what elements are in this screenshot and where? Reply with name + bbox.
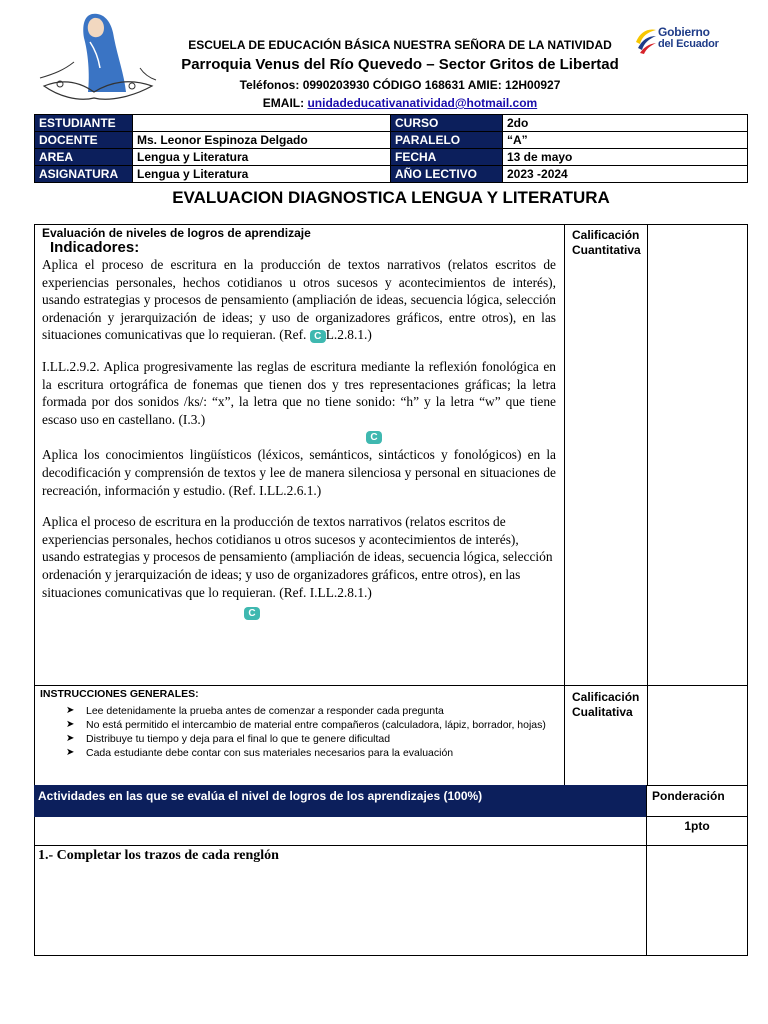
email-label: EMAIL: bbox=[262, 96, 308, 110]
school-name: ESCUELA DE EDUCACIÓN BÁSICA NUESTRA SEÑORA DE LA NATIVIDAD bbox=[188, 38, 612, 52]
indicator-paragraph-2: I.LL.2.9.2. Aplica progresivamente las reglas de escritura mediante la reflexión fonológica en la escritura ortográfica de fonemas que tienen dos y tres representaciones gráficas; la letra formada por dos sonidos /ks/: “x”, la letra que no tiene sonido: “h” y la letra “w” que tiene escaso uso en castellano. (I.3.) bbox=[42, 358, 556, 427]
instruction-text: No está permitido el intercambio de material entre compañeros (calculadora, lápiz, borrador, hojas) bbox=[86, 719, 546, 731]
arrow-bullet-icon: ➤ bbox=[66, 719, 75, 730]
info-value: 2023 -2024 bbox=[503, 166, 748, 183]
instruction-text: Distribuye tu tiempo y deja para el final lo que te genere dificultad bbox=[86, 733, 391, 745]
list-item bbox=[40, 718, 558, 732]
indicator-1-text: Aplica el proceso de escritura en la producción de textos narrativos (relatos escritos de experiencias personales, hechos cotidianos u otros sucesos y acontecimientos de interés), usando estrategias y procesos de pensamiento (ampliación de ideas, secuencia lógica, selección ordenación y jerarquización de ideas; y uso de organizadores gráficos, entre otros), en las situaciones comunicativas que lo requieran. (Ref. bbox=[42, 257, 556, 343]
indicator-1-ref: L.2.8.1.) bbox=[325, 327, 372, 343]
info-row bbox=[35, 132, 748, 149]
indicators-subheading: Indicadores: bbox=[50, 239, 140, 256]
info-value: Lengua y Literatura bbox=[133, 166, 391, 183]
indicator-paragraph-1 bbox=[42, 256, 556, 344]
instruction-text: Cada estudiante debe contar con sus materiales necesarios para la evaluación bbox=[86, 747, 454, 759]
list-item bbox=[40, 704, 558, 718]
info-row bbox=[35, 149, 748, 166]
instructions-title: INSTRUCCIONES GENERALES: bbox=[40, 688, 199, 700]
quant-label-cell bbox=[564, 224, 648, 686]
indicators-content bbox=[42, 226, 556, 623]
indicator-paragraph-3: Aplica los conocimientos lingüísticos (léxicos, semánticos, sintácticos y fonológicos) en la decodificación y comprensión de textos y lee de manera silenciosa y personal en situaciones de recreación, información y estudio. (Ref. I.LL.2.6.1.) bbox=[42, 447, 556, 498]
page-title: EVALUACION DIAGNOSTICA LENGUA Y LITERATURA bbox=[172, 188, 610, 207]
info-row bbox=[35, 115, 748, 132]
info-key: FECHA bbox=[391, 149, 503, 166]
info-key: AÑO LECTIVO bbox=[391, 166, 503, 183]
email-link[interactable]: unidadeducativanatividad@hotmail.com bbox=[307, 96, 538, 110]
quantitative-grade-label: Calificación Cuantitativa bbox=[572, 228, 641, 257]
info-key: PARALELO bbox=[391, 132, 503, 149]
info-value: 13 de mayo bbox=[503, 149, 748, 166]
info-value: “A” bbox=[503, 132, 748, 149]
info-value[interactable] bbox=[133, 115, 391, 132]
question1-score-cell[interactable] bbox=[646, 845, 748, 956]
comment-badge-icon[interactable]: C bbox=[244, 607, 260, 620]
instruction-text: Lee detenidamente la prueba antes de comenzar a responder cada pregunta bbox=[86, 705, 444, 717]
arrow-bullet-icon: ➤ bbox=[66, 705, 75, 716]
qual-value-cell[interactable] bbox=[647, 685, 748, 786]
info-value: 2do bbox=[503, 115, 748, 132]
info-key: ASIGNATURA bbox=[35, 166, 133, 183]
comment-badge-icon[interactable]: C bbox=[366, 431, 382, 444]
qualitative-grade-label: Calificación Cualitativa bbox=[572, 690, 640, 719]
quant-value-cell[interactable] bbox=[647, 224, 748, 686]
email-line bbox=[130, 96, 670, 110]
comment-badge-icon[interactable]: C bbox=[310, 330, 326, 343]
info-value: Lengua y Literatura bbox=[133, 149, 391, 166]
blank-row-cell bbox=[34, 816, 647, 846]
list-item bbox=[40, 746, 558, 760]
indicators-heading: Evaluación de niveles de logros de aprendizaje bbox=[42, 226, 311, 240]
info-key: DOCENTE bbox=[35, 132, 133, 149]
arrow-bullet-icon: ➤ bbox=[66, 733, 75, 744]
indicator-paragraph-4: Aplica el proceso de escritura en la producción de textos narrativos (relatos escritos de experiencias personales, hechos cotidianos u otros sucesos y acontecimientos de interés), usando estrategias y procesos de pensamiento (ampliación de ideas, secuencia lógica, selección ordenación y jerarquización de ideas; y uso de organizadores gráficos, entre otros), en las situaciones comunicativas que lo requieran. (Ref. I.LL.2.8.1.) bbox=[42, 514, 553, 600]
gov-logo-line1: Gobierno bbox=[658, 25, 710, 39]
activities-header: Actividades en las que se evalúa el nivel de logros de los aprendizajes (100%) bbox=[34, 785, 646, 817]
info-row bbox=[35, 166, 748, 183]
question-1-title: 1.- Completar los trazos de cada renglón bbox=[38, 848, 279, 863]
list-item bbox=[40, 732, 558, 746]
info-value: Ms. Leonor Espinoza Delgado bbox=[133, 132, 391, 149]
student-info-table bbox=[34, 114, 748, 183]
parish-name: Parroquia Venus del Río Quevedo – Sector Gritos de Libertad bbox=[181, 56, 619, 73]
evaluation-table bbox=[34, 224, 748, 956]
info-key: CURSO bbox=[391, 115, 503, 132]
gov-logo-line2: del Ecuador bbox=[658, 38, 719, 50]
weighting-label: Ponderación bbox=[652, 789, 725, 803]
phones-line: Teléfonos: 0990203930 CÓDIGO 168631 AMIE: 12H00927 bbox=[239, 78, 561, 92]
instructions-list bbox=[40, 704, 558, 760]
points-label: 1pto bbox=[684, 819, 710, 833]
info-key: AREA bbox=[35, 149, 133, 166]
info-key: ESTUDIANTE bbox=[35, 115, 133, 132]
arrow-bullet-icon: ➤ bbox=[66, 747, 75, 758]
